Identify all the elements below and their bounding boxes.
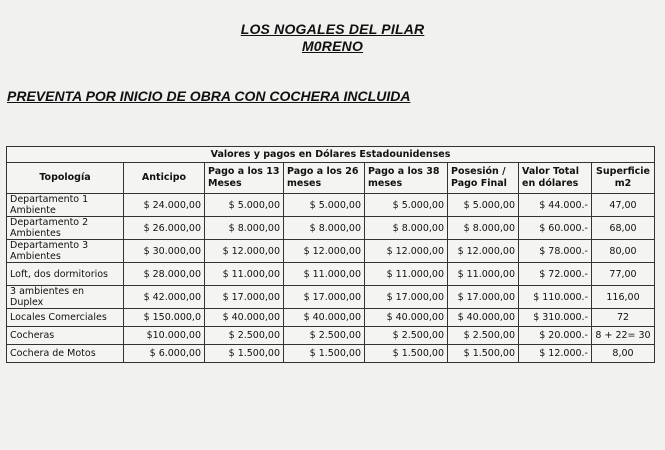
table-cell: $ 8.000,00	[205, 217, 284, 240]
table-cell: $ 20.000.-	[519, 327, 592, 345]
table-cell: $ 17.000,00	[205, 286, 284, 309]
table-cell: $ 26.000,00	[124, 217, 205, 240]
table-cell: $10.000,00	[124, 327, 205, 345]
table-cell: $ 17.000,00	[284, 286, 365, 309]
table-cell: $ 12.000,00	[284, 240, 365, 263]
table-cell: $ 12.000,00	[365, 240, 448, 263]
table-cell: $ 42.000,00	[124, 286, 205, 309]
table-body	[7, 194, 655, 363]
table-cell: 8 + 22= 30	[592, 327, 655, 345]
table-cell: $ 1.500,00	[205, 345, 284, 363]
table-row	[7, 327, 655, 345]
table-cell: 8,00	[592, 345, 655, 363]
table-row	[7, 263, 655, 286]
row-label: Departamento 3 Ambientes	[7, 240, 124, 263]
table-cell: $ 2.500,00	[284, 327, 365, 345]
column-header-superficie: Superficie m2	[592, 163, 655, 194]
table-cell: $ 11.000,00	[284, 263, 365, 286]
table-cell: $ 5.000,00	[365, 194, 448, 217]
table-cell: $ 310.000.-	[519, 309, 592, 327]
table-cell: $ 2.500,00	[365, 327, 448, 345]
table-cell: $ 1.500,00	[448, 345, 519, 363]
table-cell: $ 60.000.-	[519, 217, 592, 240]
table-cell: $ 12.000,00	[448, 240, 519, 263]
table-cell: $ 40.000,00	[205, 309, 284, 327]
document-title: LOS NOGALES DEL PILAR	[240, 21, 425, 37]
table-cell: $ 12.000.-	[519, 345, 592, 363]
column-header-pago-13: Pago a los 13 Meses	[205, 163, 284, 194]
row-label: Departamento 2 Ambientes	[7, 217, 124, 240]
table-row	[7, 194, 655, 217]
table-cell: $ 2.500,00	[205, 327, 284, 345]
table-cell: $ 17.000,00	[448, 286, 519, 309]
row-label: 3 ambientes en Duplex	[7, 286, 124, 309]
table-row	[7, 240, 655, 263]
row-label: Loft, dos dormitorios	[7, 263, 124, 286]
table-cell: $ 78.000.-	[519, 240, 592, 263]
table-caption: Valores y pagos en Dólares Estadounidenses	[7, 147, 655, 163]
row-label: Departamento 1 Ambiente	[7, 194, 124, 217]
table-cell: $ 5.000,00	[284, 194, 365, 217]
column-header-valor-total: Valor Total en dólares	[519, 163, 592, 194]
table-row	[7, 286, 655, 309]
document-location: M0RENO	[301, 38, 364, 54]
table-cell: $ 12.000,00	[205, 240, 284, 263]
table-row	[7, 309, 655, 327]
row-label: Locales Comerciales	[7, 309, 124, 327]
table-cell: $ 40.000,00	[284, 309, 365, 327]
table-cell: $ 11.000,00	[365, 263, 448, 286]
column-header-pago-26: Pago a los 26 meses	[284, 163, 365, 194]
table-cell: $ 110.000.-	[519, 286, 592, 309]
table-cell: $ 40.000,00	[365, 309, 448, 327]
table-cell: $ 72.000.-	[519, 263, 592, 286]
column-header-anticipo: Anticipo	[124, 163, 205, 194]
table-cell: $ 1.500,00	[284, 345, 365, 363]
table-cell: $ 5.000,00	[205, 194, 284, 217]
table-cell: 68,00	[592, 217, 655, 240]
table-cell: $ 44.000.-	[519, 194, 592, 217]
table-cell: $ 17.000,00	[365, 286, 448, 309]
table-cell: $ 8.000,00	[448, 217, 519, 240]
table-cell: $ 2.500,00	[448, 327, 519, 345]
column-header-posesion: Posesión / Pago Final	[448, 163, 519, 194]
document-subtitle: PREVENTA POR INICIO DE OBRA CON COCHERA INCLUIDA	[7, 88, 411, 104]
row-label: Cochera de Motos	[7, 345, 124, 363]
table-cell: 77,00	[592, 263, 655, 286]
table-cell: $ 8.000,00	[365, 217, 448, 240]
table-cell: 116,00	[592, 286, 655, 309]
table-cell: $ 6.000,00	[124, 345, 205, 363]
table-cell: 72	[592, 309, 655, 327]
table-cell: $ 28.000,00	[124, 263, 205, 286]
row-label: Cocheras	[7, 327, 124, 345]
table-cell: $ 11.000,00	[205, 263, 284, 286]
table-cell: $ 11.000,00	[448, 263, 519, 286]
price-table	[6, 146, 655, 363]
column-header-topologia: Topología	[7, 163, 124, 194]
table-row	[7, 345, 655, 363]
table-cell: $ 150.000,0	[124, 309, 205, 327]
table-cell: $ 40.000,00	[448, 309, 519, 327]
table-cell: $ 24.000,00	[124, 194, 205, 217]
table-row	[7, 217, 655, 240]
table-cell: $ 30.000,00	[124, 240, 205, 263]
table-cell: 80,00	[592, 240, 655, 263]
table-cell: $ 8.000,00	[284, 217, 365, 240]
table-cell: 47,00	[592, 194, 655, 217]
table-cell: $ 1.500,00	[365, 345, 448, 363]
column-header-pago-38: Pago a los 38 meses	[365, 163, 448, 194]
table-cell: $ 5.000,00	[448, 194, 519, 217]
